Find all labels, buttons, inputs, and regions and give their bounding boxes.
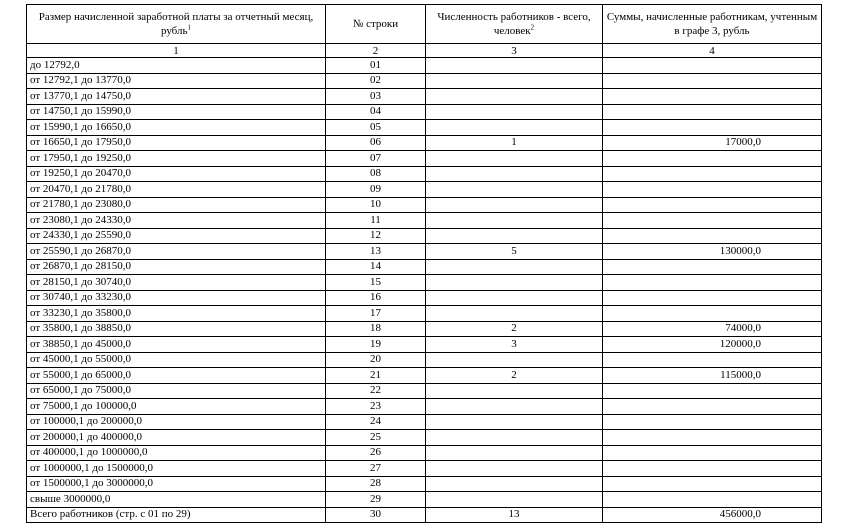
table-row (27, 151, 822, 167)
accrued-sum-cell: 120000,0 (603, 337, 822, 353)
table-row (27, 368, 822, 384)
salary-range-cell: от 1500000,1 до 3000000,0 (27, 476, 326, 492)
accrued-sum-cell: 130000,0 (603, 244, 822, 260)
accrued-sum-cell (603, 259, 822, 275)
employee-count-cell (426, 120, 603, 136)
table-row (27, 352, 822, 368)
line-number-cell: 30 (326, 507, 426, 523)
line-number-cell: 13 (326, 244, 426, 260)
table-row (27, 492, 822, 508)
accrued-sum-cell (603, 166, 822, 182)
line-number-cell: 19 (326, 337, 426, 353)
line-number-cell: 04 (326, 104, 426, 120)
table-row (27, 383, 822, 399)
employee-count-cell (426, 399, 603, 415)
employee-count-cell (426, 461, 603, 477)
table-row (27, 244, 822, 260)
employee-count-cell (426, 89, 603, 105)
table-row (27, 104, 822, 120)
salary-range-cell: от 65000,1 до 75000,0 (27, 383, 326, 399)
line-number-cell: 02 (326, 73, 426, 89)
employee-count-cell (426, 414, 603, 430)
line-number-cell: 14 (326, 259, 426, 275)
table-row (27, 337, 822, 353)
accrued-sum-cell (603, 290, 822, 306)
header-accrued-sum: Суммы, начисленные работникам, учтенным в графе 3, рубль (603, 5, 822, 44)
table-row (27, 135, 822, 151)
table-row (27, 476, 822, 492)
salary-range-cell: от 28150,1 до 30740,0 (27, 275, 326, 291)
salary-range-cell: от 14750,1 до 15990,0 (27, 104, 326, 120)
line-number-cell: 21 (326, 368, 426, 384)
accrued-sum-cell (603, 197, 822, 213)
accrued-sum-cell (603, 352, 822, 368)
table-row (27, 290, 822, 306)
table-row (27, 58, 822, 74)
line-number-cell: 06 (326, 135, 426, 151)
accrued-sum-cell (603, 73, 822, 89)
employee-count-cell (426, 104, 603, 120)
line-number-cell: 28 (326, 476, 426, 492)
table-row (27, 259, 822, 275)
accrued-sum-cell: 115000,0 (603, 368, 822, 384)
employee-count-cell: 5 (426, 244, 603, 260)
salary-range-cell: от 45000,1 до 55000,0 (27, 352, 326, 368)
table-row (27, 166, 822, 182)
salary-range-cell: от 26870,1 до 28150,0 (27, 259, 326, 275)
accrued-sum-cell (603, 383, 822, 399)
salary-range-cell: от 21780,1 до 23080,0 (27, 197, 326, 213)
accrued-sum-cell (603, 476, 822, 492)
salary-range-cell: от 75000,1 до 100000,0 (27, 399, 326, 415)
accrued-sum-cell (603, 89, 822, 105)
salary-range-cell: от 23080,1 до 24330,0 (27, 213, 326, 229)
table-row (27, 228, 822, 244)
table-row (27, 73, 822, 89)
accrued-sum-cell: 17000,0 (603, 135, 822, 151)
salary-range-cell: от 12792,1 до 13770,0 (27, 73, 326, 89)
table-row (27, 445, 822, 461)
accrued-sum-cell (603, 275, 822, 291)
column-number: 1 (27, 44, 326, 58)
salary-range-cell: от 24330,1 до 25590,0 (27, 228, 326, 244)
line-number-cell: 09 (326, 182, 426, 198)
line-number-cell: 05 (326, 120, 426, 136)
table-row (27, 430, 822, 446)
salary-range-cell: от 25590,1 до 26870,0 (27, 244, 326, 260)
accrued-sum-cell (603, 430, 822, 446)
line-number-cell: 12 (326, 228, 426, 244)
line-number-cell: 26 (326, 445, 426, 461)
salary-distribution-table (26, 4, 822, 523)
employee-count-cell (426, 151, 603, 167)
employee-count-cell (426, 306, 603, 322)
table-row (27, 89, 822, 105)
line-number-cell: 18 (326, 321, 426, 337)
employee-count-cell (426, 476, 603, 492)
salary-range-cell: до 12792,0 (27, 58, 326, 74)
table-row (27, 461, 822, 477)
employee-count-cell: 1 (426, 135, 603, 151)
employee-count-cell (426, 383, 603, 399)
line-number-cell: 16 (326, 290, 426, 306)
table-row (27, 306, 822, 322)
header-row (27, 5, 822, 44)
employee-count-cell: 3 (426, 337, 603, 353)
salary-range-cell: от 30740,1 до 33230,0 (27, 290, 326, 306)
line-number-cell: 17 (326, 306, 426, 322)
employee-count-cell (426, 290, 603, 306)
accrued-sum-cell (603, 182, 822, 198)
column-number: 4 (603, 44, 822, 58)
employee-count-cell (426, 445, 603, 461)
line-number-cell: 20 (326, 352, 426, 368)
header-salary-range: Размер начисленной заработной платы за отчетный месяц, рубль$^1$ (27, 5, 326, 44)
accrued-sum-cell (603, 306, 822, 322)
line-number-cell: 01 (326, 58, 426, 74)
table-row (27, 414, 822, 430)
employee-count-cell (426, 275, 603, 291)
line-number-cell: 29 (326, 492, 426, 508)
employee-count-cell (426, 197, 603, 213)
salary-range-cell: от 33230,1 до 35800,0 (27, 306, 326, 322)
column-number-row (27, 44, 822, 58)
employee-count-cell: 2 (426, 368, 603, 384)
accrued-sum-cell (603, 399, 822, 415)
header-line-number: № строки (326, 5, 426, 44)
employee-count-cell (426, 73, 603, 89)
accrued-sum-cell (603, 445, 822, 461)
line-number-cell: 10 (326, 197, 426, 213)
line-number-cell: 25 (326, 430, 426, 446)
employee-count-cell: 13 (426, 507, 603, 523)
table-row (27, 182, 822, 198)
accrued-sum-cell (603, 151, 822, 167)
employee-count-cell (426, 58, 603, 74)
salary-range-cell: от 17950,1 до 19250,0 (27, 151, 326, 167)
accrued-sum-cell (603, 58, 822, 74)
salary-range-cell: от 55000,1 до 65000,0 (27, 368, 326, 384)
accrued-sum-cell (603, 414, 822, 430)
employee-count-cell (426, 213, 603, 229)
table-row (27, 120, 822, 136)
line-number-cell: 27 (326, 461, 426, 477)
table-row (27, 197, 822, 213)
accrued-sum-cell: 456000,0 (603, 507, 822, 523)
employee-count-cell (426, 166, 603, 182)
salary-range-cell: от 35800,1 до 38850,0 (27, 321, 326, 337)
salary-range-cell: от 15990,1 до 16650,0 (27, 120, 326, 136)
table-row (27, 507, 822, 523)
employee-count-cell (426, 492, 603, 508)
salary-range-cell: от 100000,1 до 200000,0 (27, 414, 326, 430)
salary-range-cell: от 16650,1 до 17950,0 (27, 135, 326, 151)
line-number-cell: 23 (326, 399, 426, 415)
accrued-sum-cell (603, 492, 822, 508)
line-number-cell: 24 (326, 414, 426, 430)
salary-range-cell: от 1000000,1 до 1500000,0 (27, 461, 326, 477)
accrued-sum-cell (603, 228, 822, 244)
salary-range-cell: от 200000,1 до 400000,0 (27, 430, 326, 446)
header-employee-count: Численность работников - всего, человек$^2$ (426, 5, 603, 44)
table-row (27, 213, 822, 229)
line-number-cell: 11 (326, 213, 426, 229)
salary-range-cell: от 38850,1 до 45000,0 (27, 337, 326, 353)
line-number-cell: 22 (326, 383, 426, 399)
table-row (27, 399, 822, 415)
employee-count-cell (426, 182, 603, 198)
line-number-cell: 07 (326, 151, 426, 167)
line-number-cell: 15 (326, 275, 426, 291)
employee-count-cell (426, 228, 603, 244)
table-row (27, 275, 822, 291)
table-row (27, 321, 822, 337)
accrued-sum-cell (603, 120, 822, 136)
column-number: 2 (326, 44, 426, 58)
accrued-sum-cell: 74000,0 (603, 321, 822, 337)
employee-count-cell (426, 352, 603, 368)
employee-count-cell (426, 259, 603, 275)
line-number-cell: 08 (326, 166, 426, 182)
salary-range-cell: Всего работников (стр. с 01 по 29) (27, 507, 326, 523)
column-number: 3 (426, 44, 603, 58)
employee-count-cell: 2 (426, 321, 603, 337)
accrued-sum-cell (603, 461, 822, 477)
employee-count-cell (426, 430, 603, 446)
salary-range-cell: от 20470,1 до 21780,0 (27, 182, 326, 198)
salary-range-cell: от 400000,1 до 1000000,0 (27, 445, 326, 461)
salary-range-cell: от 19250,1 до 20470,0 (27, 166, 326, 182)
accrued-sum-cell (603, 213, 822, 229)
salary-range-cell: от 13770,1 до 14750,0 (27, 89, 326, 105)
salary-range-cell: свыше 3000000,0 (27, 492, 326, 508)
line-number-cell: 03 (326, 89, 426, 105)
accrued-sum-cell (603, 104, 822, 120)
